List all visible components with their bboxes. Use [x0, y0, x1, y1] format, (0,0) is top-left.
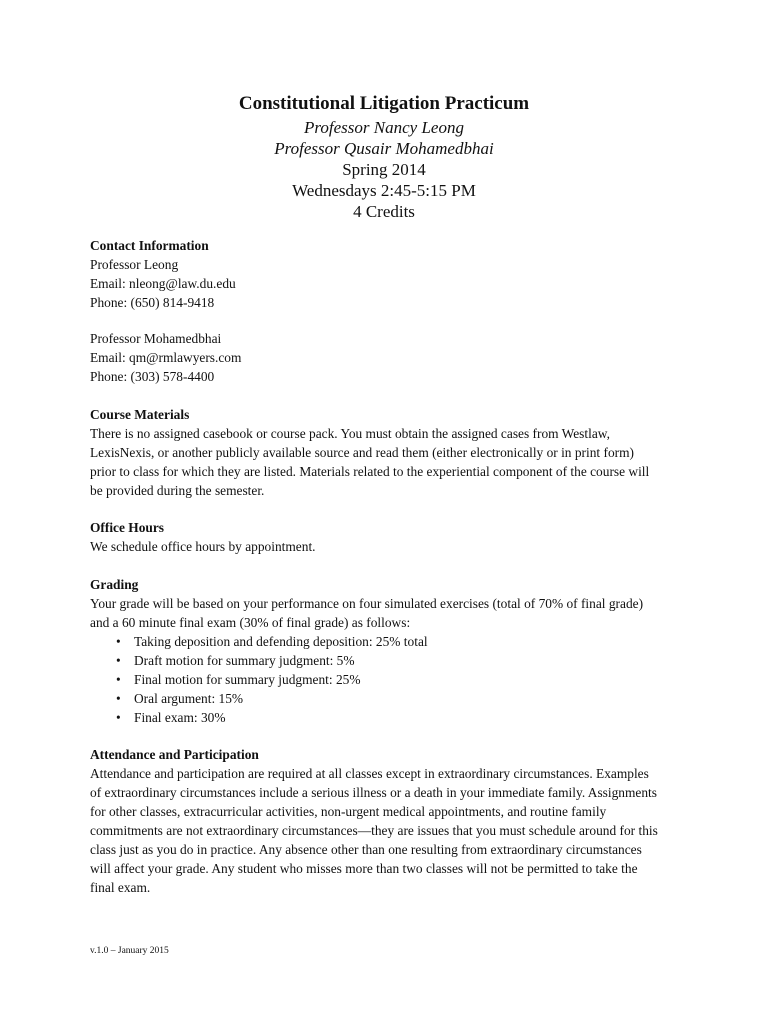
grading-item [90, 670, 690, 689]
grading-item-text: Final exam: 30% [134, 710, 226, 725]
office-hours-heading: Office Hours [90, 520, 165, 535]
attendance-section [90, 745, 690, 897]
office-hours-section [90, 518, 690, 556]
grading-item [90, 651, 690, 670]
grading-item [90, 632, 690, 651]
office-hours-text: We schedule office hours by appointment. [90, 539, 316, 554]
attendance-line: class just as you do in practice. Any absence other than one resulting from extraordinary circumstances [90, 842, 642, 857]
attendance-heading: Attendance and Participation [90, 747, 259, 762]
grading-list [90, 632, 690, 727]
grading-line: and a 60 minute final exam (30% of final grade) as follows: [90, 615, 411, 630]
contact-section [90, 236, 690, 312]
attendance-line: will affect your grade. Any student who misses more than two classes will not be permitted to take the [90, 861, 638, 876]
contact-leong-email: Email: nleong@law.du.edu [90, 276, 236, 291]
grading-section [90, 575, 690, 727]
grading-item-text: Taking deposition and defending deposition: 25% total [134, 634, 428, 649]
grading-item-text: Draft motion for summary judgment: 5% [134, 653, 355, 668]
grading-item [90, 689, 690, 708]
materials-heading: Course Materials [90, 407, 190, 422]
credits: 4 Credits [353, 202, 415, 221]
attendance-line: Attendance and participation are required at all classes except in extraordinary circumstances. Examples [90, 766, 649, 781]
grading-line: Your grade will be based on your performance on four simulated exercises (total of 70% of final grade) [90, 596, 644, 611]
materials-line: LexisNexis, or another publicly available source and read them (either electronically or in print form) [90, 445, 634, 460]
class-schedule: Wednesdays 2:45-5:15 PM [292, 181, 476, 200]
attendance-line: final exam. [90, 880, 151, 895]
document-header [0, 91, 768, 222]
term: Spring 2014 [342, 160, 426, 179]
materials-line: prior to class for which they are listed. Materials related to the experiential component of the course will [90, 464, 650, 479]
bullet-icon: • [116, 653, 121, 668]
bullet-icon: • [116, 710, 121, 725]
materials-line: be provided during the semester. [90, 483, 265, 498]
contact-leong-phone: Phone: (650) 814-9418 [90, 295, 215, 310]
bullet-icon: • [116, 634, 121, 649]
contact-leong-name: Professor Leong [90, 257, 179, 272]
attendance-line: for other classes, extracurricular activities, non-urgent medical appointments, and routine family [90, 804, 607, 819]
materials-section [90, 405, 690, 500]
materials-line: There is no assigned casebook or course pack. You must obtain the assigned cases from Westlaw, [90, 426, 610, 441]
contact-mohamedbhai-phone: Phone: (303) 578-4400 [90, 369, 215, 384]
course-title: Constitutional Litigation Practicum [238, 93, 530, 114]
contact-mohamedbhai-email: Email: qm@rmlawyers.com [90, 350, 242, 365]
grading-item-text: Final motion for summary judgment: 25% [134, 672, 361, 687]
contact-section-2 [90, 329, 690, 386]
grading-item [90, 708, 690, 727]
professor-leong: Professor Nancy Leong [304, 118, 464, 137]
bullet-icon: • [116, 691, 121, 706]
attendance-line: of extraordinary circumstances include a serious illness or a death in your immediate family. Assignments [90, 785, 657, 800]
contact-mohamedbhai-name: Professor Mohamedbhai [90, 331, 222, 346]
contact-heading: Contact Information [90, 238, 209, 253]
professor-mohamedbhai: Professor Qusair Mohamedbhai [274, 139, 494, 158]
grading-item-text: Oral argument: 15% [134, 691, 244, 706]
version-footer: v.1.0 – January 2015 [90, 946, 169, 956]
attendance-line: commitments are not extraordinary circumstances—they are issues that you must schedule around for this [90, 823, 658, 838]
grading-heading: Grading [90, 577, 139, 592]
bullet-icon: • [116, 672, 121, 687]
